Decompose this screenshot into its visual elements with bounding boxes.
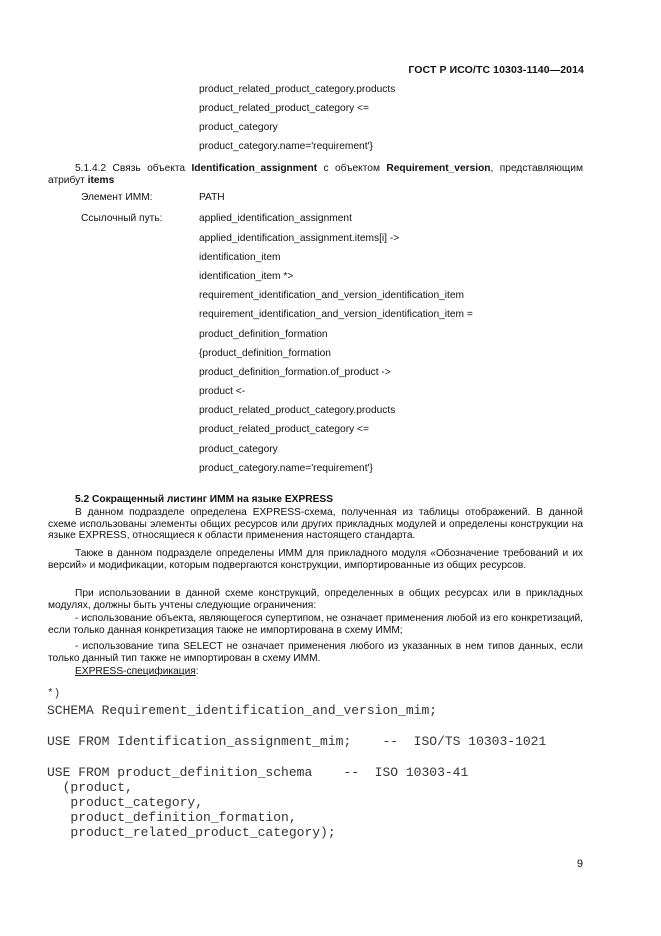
path-line: product_definition_formation.of_product ->: [199, 367, 391, 378]
code-line: product_related_product_category);: [47, 825, 336, 840]
path-line: product_related_product_category.products: [199, 405, 396, 416]
path-line: product_related_product_category <=: [199, 424, 369, 435]
mapping-line: product_category.name='requirement'}: [199, 141, 373, 152]
mapping-line: product_related_product_category <=: [199, 103, 369, 114]
code-line: USE FROM product_definition_schema -- ISO 10303-41: [47, 765, 469, 780]
path-line: identification_item: [199, 252, 281, 263]
section-heading-5-2: 5.2 Сокращенный листинг ИММ на языке EXPRESS: [75, 494, 334, 505]
path-line: applied_identification_assignment: [199, 213, 352, 224]
path-line: identification_item *>: [199, 271, 294, 282]
code-line: product_definition_formation,: [47, 810, 297, 825]
path-line: {product_definition_formation: [199, 348, 331, 359]
mapping-line: product_related_product_category.products: [199, 84, 396, 95]
list-item: - использование типа SELECT не означает применения любого из указанных в нем типов данных, если только данный тип также не импортирован в схему ИММ.: [48, 641, 583, 664]
paragraph: Также в данном подразделе определены ИММ для прикладного модуля «Обозначение требований и их версий» и модификации, которым подвергаются конструкции, импортированные из общих ресурсов.: [48, 548, 583, 571]
field-label-reference-path: Ссылочный путь:: [81, 213, 163, 224]
path-line: product_definition_formation: [199, 329, 328, 340]
field-label-mim-element: Элемент ИММ:: [81, 192, 153, 203]
list-item: - использование объекта, являющегося супертипом, не означает применения любой из его конкретизаций, если только данная конкретизация также не импортирована в схему ИММ;: [48, 613, 583, 636]
paragraph: В данном подразделе определена EXPRESS-схема, полученная из таблицы отображений. В данной схеме использованы элементы общих ресурсов или других прикладных модулей и определены конструкции на языке EXPRESS, относящиеся к области применения настоящего стандарта.: [48, 507, 583, 542]
path-line: product <-: [199, 386, 246, 397]
path-line: requirement_identification_and_version_identification_item: [199, 290, 465, 301]
express-spec-label: EXPRESS-спецификация:: [75, 666, 199, 677]
path-line: product_category.name='requirement'}: [199, 463, 373, 474]
mapping-line: product_category: [199, 122, 278, 133]
field-value-mim-element: PATH: [199, 192, 225, 203]
code-line: (product,: [47, 780, 133, 795]
code-line: product_category,: [47, 795, 204, 810]
page-header: ГОСТ Р ИСО/ТС 10303-1140—2014: [408, 64, 584, 76]
path-line: product_category: [199, 444, 278, 455]
section-heading-5-1-4-2: 5.1.4.2 Связь объекта Identification_assignment с объектом Requirement_version, представляющим атрибут items: [48, 163, 583, 186]
code-line: *): [47, 688, 61, 700]
code-line: SCHEMA Requirement_identification_and_version_mim;: [47, 703, 438, 718]
path-line: applied_identification_assignment.items[i] ->: [199, 233, 400, 244]
code-line: USE FROM Identification_assignment_mim; -- ISO/TS 10303-1021: [47, 734, 547, 749]
page-number: 9: [576, 858, 583, 870]
paragraph: При использовании в данной схеме конструкций, определенных в общих ресурсах или в прикладных модулях, должны быть учтены следующие ограничения:: [48, 588, 583, 611]
path-line: requirement_identification_and_version_identification_item =: [199, 309, 473, 320]
